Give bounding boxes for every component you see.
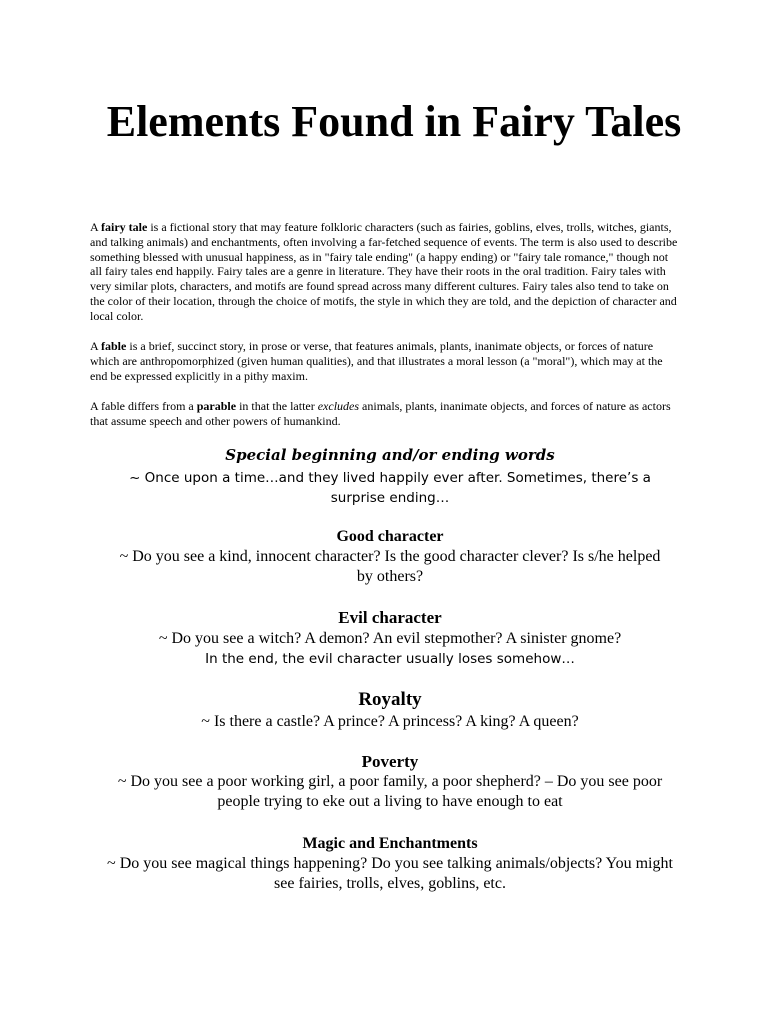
section-heading: Poverty: [361, 752, 419, 771]
text-run: A fable differs from a: [90, 399, 197, 413]
text-run: animals, plants, inanimate objects, and forces of nature as actors that assume speech and other powers of humankind.: [90, 399, 671, 428]
term-fairy-tale: fairy tale: [101, 220, 148, 234]
section-poverty: [90, 752, 690, 812]
section-description: ~ Do you see a kind, innocent character? Is the good character clever? Is s/he helped by others?: [119, 548, 661, 585]
section-royalty: [90, 688, 690, 732]
text-run: is a brief, succinct story, in prose or verse, that features animals, plants, inanimate objects, or forces of nature which are anthropomorphized (given human qualities), and that illustrates a moral lesson (a "moral"), which may at the end be expressed explicitly in a pithy maxim.: [90, 339, 663, 383]
section-description: ~ Do you see a witch? A demon? An evil stepmother? A sinister gnome?: [158, 630, 622, 647]
section-special-words: [90, 444, 690, 508]
emphasis-excludes: excludes: [317, 399, 360, 413]
section-description: ~ Do you see magical things happening? Do you see talking animals/objects? You might see fairies, trolls, elves, goblins, etc.: [107, 855, 673, 892]
text-run: A: [90, 339, 102, 353]
section-heading: Royalty: [358, 689, 422, 710]
intro-paragraph-fable: [90, 339, 680, 383]
section-magic-enchantments: [90, 834, 690, 894]
section-description-continued: In the end, the evil character usually loses somehow…: [205, 651, 575, 667]
section-description: ~ Is there a castle? A prince? A princess? A king? A queen?: [201, 713, 579, 730]
page-title: Elements Found in Fairy Tales: [106, 97, 682, 146]
text-run: in that the latter: [236, 399, 318, 413]
section-description: ~ Do you see a poor working girl, a poor family, a poor shepherd? – Do you see poor people trying to eke out a living to have enough to eat: [117, 773, 663, 810]
term-parable: parable: [196, 399, 237, 413]
section-heading: Magic and Enchantments: [302, 835, 478, 852]
section-heading: Special beginning and/or ending words: [225, 446, 555, 464]
section-evil-character: [90, 607, 690, 669]
section-heading: Evil character: [338, 608, 442, 627]
section-good-character: [90, 527, 690, 587]
intro-paragraph-fairy-tale: [90, 220, 680, 324]
text-run: is a fictional story that may feature folkloric characters (such as fairies, goblins, elves, trolls, witches, giants, and talking animals) and enchantments, often involving a far-fetched sequence of events. The term is also used to describe something blessed with unusual happiness, as in "fairy tale ending" (a happy ending) or "fairy tale romance," though not all fairy tales end happily. Fairy tales are a genre in literature. They have their roots in the oral tradition. Fairy tales with very similar plots, characters, and motifs are found spread across many different cultures. Fairy tales also tend to take on the color of their location, through the choice of motifs, the style in which they are told, and the depiction of character and local color.: [90, 220, 678, 323]
intro-paragraph-parable: [90, 399, 680, 429]
text-run: A: [90, 220, 102, 234]
section-description: ~ Once upon a time…and they lived happily ever after. Sometimes, there’s a surprise ending…: [129, 470, 651, 506]
section-heading: Good character: [336, 528, 444, 545]
term-fable: fable: [101, 339, 127, 353]
